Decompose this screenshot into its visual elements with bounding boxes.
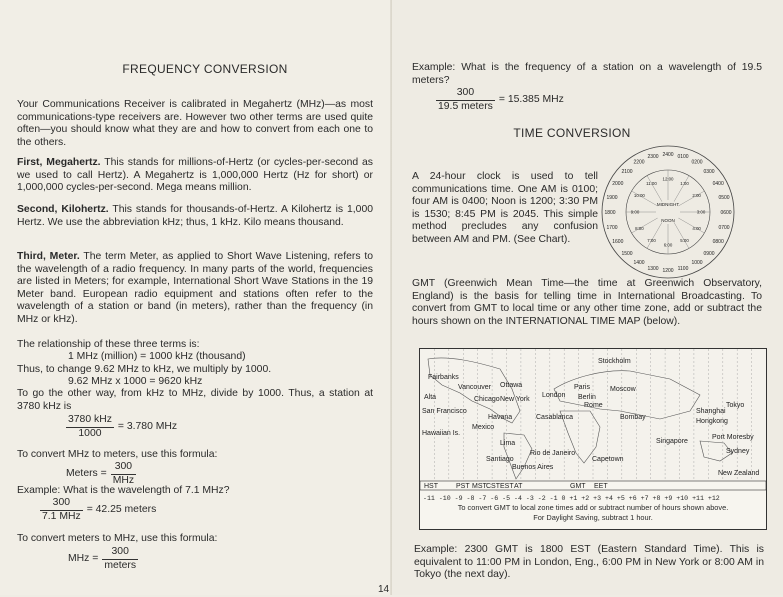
city-vancouver: Vancouver [458,384,491,391]
relationship-text: The relationship of these three terms is: [17,339,200,350]
clock-inner-12:00: 12:00 [662,176,674,182]
clock-hour-0700: 0700 [718,224,730,231]
left-page [0,0,392,595]
megahertz-paragraph [17,157,373,195]
city-new-zealand: New Zealand [718,470,760,477]
numerator: 300 [111,461,136,475]
city-rio-de-janeiro: Rio de Janeiro [530,450,576,457]
clock-inner-11:00: 11:00 [646,181,657,186]
city-casablanca: Casablanca [536,414,573,421]
clock-inner-4:00: 4:00 [692,226,701,232]
city-stockholm: Stockholm [598,358,631,365]
clock-spoke [674,176,689,202]
result: = 42.25 meters [86,503,157,515]
numerator: 300 [436,87,495,101]
city-buenos-aires: Buenos Aires [512,464,554,471]
clock-hour-1300: 1300 [647,265,659,272]
map-note-convert: To convert GMT to local zone times add or subtract number of hours shown above. [457,503,729,512]
clock-spoke [647,222,662,248]
frequency-calculation [436,87,564,113]
fraction [436,87,495,113]
clock-hour-1000: 1000 [691,260,703,266]
zone-eet: EET [594,483,608,490]
meter-paragraph [17,251,373,327]
city-ottawa: Ottawa [500,382,523,389]
city-moscow: Moscow [610,386,636,393]
meters-lhs: Meters = [66,467,107,479]
gmt-paragraph: GMT (Greenwich Mean Time—the time at Greenwich Observatory, England) is the basis for telling time in International Broadcasting. To convert from GMT to local time or any other time zone, add or subtract the hours shown on the INTERNATIONAL TIME MAP (below). [412,278,762,327]
other-way-text: To go the other way, from kHz to MHz, divide by 1000. Thus, a station at 3780 kHz is [17,388,373,412]
map-note-daylight: For Daylight Saving, subtract 1 hour. [533,513,653,522]
clock-inner-2:00: 2:00 [692,193,701,199]
clock-paragraph: A 24-hour clock is used to tell communications time. One AM is 0100; four AM is 0400; Noon is 1200; 3:30 PM is 1530; 8:45 PM is 2045. This simple method precludes any confusion between AM and PM. (See Chart). [412,171,598,245]
city-lima: Lima [500,440,516,447]
thus-change-text: Thus, to change 9.62 MHz to kHz, we multiply by 1000. [17,364,272,375]
denominator: 7.1 MHz [42,510,81,522]
zone-at: AT [514,483,523,490]
clock-hour-0800: 0800 [712,238,724,245]
fraction [40,497,83,523]
clock-hour-1200: 1200 [662,267,674,274]
city-capetown: Capetown [592,456,624,463]
clock-inner-9:00: 9:00 [630,209,640,215]
clock-hour-0200: 0200 [691,159,703,166]
clock-inner-3:00: 3:00 [696,209,706,215]
zone-pst: PST [456,483,470,490]
zone-offsets-row: -11 -10 -9 -8 -7 -6 -5 -4 -3 -2 -1 0 +1 +2 +3 +4 +5 +6 +7 +8 +9 +10 +11 +12 [423,495,720,502]
city-havana: Havana [488,414,513,421]
city-sydney: Sydney [726,448,750,455]
clock-hour-0500: 0500 [718,194,730,201]
multiply-equation: 9.62 MHz x 1000 = 9620 kHz [68,376,203,387]
zone-hst: HST [424,483,438,490]
example-wavelength: Example: What is the wavelength of 7.1 MHz? [17,485,230,496]
clock-inner-1:00: 1:00 [680,181,689,186]
to-meters-text: To convert MHz to meters, use this formula: [17,449,218,460]
24-hour-clock-chart [598,142,738,282]
khz-to-mhz-formula [66,414,177,440]
relationship-equation: 1 MHz (million) = 1000 kHz (thousand) [68,351,246,362]
time-conversion-title: TIME CONVERSION [513,126,631,140]
kilohertz-text: This stands for thousands-of-Hertz. A Kilohertz is 1,000 Hertz. We use the abbreviation kHz; thus, 1 kHz. Kilo means thousand. [17,204,373,228]
city-paris: Paris [574,384,590,391]
zone-mst: MST [472,483,487,490]
clock-hour-1100: 1100 [677,265,689,272]
kilohertz-paragraph [17,204,373,229]
city-singapore: Singapore [656,438,688,445]
city-hawaiian-is: Hawaiian Is. [422,430,461,437]
clock-inner-10:00: 10:00 [633,193,645,199]
city-bombay: Bombay [620,414,646,421]
clock-hour-0900: 0900 [703,250,715,257]
numerator: 3780 kHz [66,414,114,428]
city-chicago: Chicago [474,396,500,403]
clock-hour-2000: 2000 [612,180,624,187]
clock-hour-2400: 2400 [662,151,674,158]
clock-hour-1700: 1700 [606,224,618,231]
clock-inner-7:00: 7:00 [647,238,656,244]
clock-spoke [647,176,662,202]
city-fairbanks: Fairbanks [428,374,459,381]
zone-est: EST [500,483,514,490]
fraction [111,461,136,487]
city-rome: Rome [584,402,603,409]
zone-gmt: GMT [570,483,586,490]
example-frequency: Example: What is the frequency of a station on a wavelength of 19.5 meters? [412,62,762,86]
zone-cst: CST [486,483,500,490]
clock-hour-0300: 0300 [703,168,715,175]
clock-hour-2100: 2100 [621,168,633,175]
meters-formula [66,461,136,487]
denominator: 1000 [78,427,102,439]
clock-hour-1900: 1900 [606,194,618,201]
fraction [102,546,138,572]
city-mexico: Mexico [472,424,495,431]
clock-svg [598,142,738,282]
mhz-formula [68,546,138,572]
example-gmt: Example: 2300 GMT is 1800 EST (Eastern Standard Time). This is equivalent to 11:00 PM in London, Eng., 6:00 PM in New York or 8:00 AM in Tokyo (the next day). [414,544,764,581]
meter-text: The term Meter, as applied to Short Wave Listening, refers to the wavelength of a radio frequency. In many parts of the world, frequencies are listed in Meters; for example, International Short Wave Stations in the 19 Meter band. European radio equipment and stations often refer to the wavelength of a station or band (in meters), rather than the frequency (in MHz or kHz). [17,251,374,325]
numerator: 300 [40,497,83,511]
megahertz-label: First, Megahertz. [17,157,101,168]
denominator: 19.5 meters [438,100,493,112]
result: = 15.385 MHz [498,93,564,105]
clock-hour-0100: 0100 [677,153,689,160]
clock-inner-5:00: 5:00 [680,238,689,244]
clock-noon-label: NOON [661,218,675,223]
city-shanghai: Shanghai [696,408,726,415]
numerator: 300 [102,546,138,560]
fraction [66,414,114,440]
megahertz-text: This stands for millions-of-Hertz (or cycles-per-second as we used to call Hertz). A Megahertz is 1,000,000 Hertz (Hz for short) or 1,000,000 cycles-per-second. Mega means million. [17,157,373,194]
city-london: London [542,392,566,399]
city-hongkong: Hongkong [696,418,728,425]
to-mhz-text: To convert meters to MHz, use this formula: [17,533,218,544]
city-new-york: New York [500,396,530,403]
international-time-map [419,348,767,530]
city-port-moresby: Port Moresby [712,434,754,441]
clock-inner-8:00: 8:00 [635,226,644,232]
kilohertz-label: Second, Kilohertz. [17,204,109,215]
page-number: 14 [378,584,390,595]
clock-midnight-label: MIDNIGHT [656,202,680,207]
clock-hour-0400: 0400 [712,180,724,187]
clock-hour-1800: 1800 [604,209,616,216]
right-page [392,0,783,595]
clock-hour-0600: 0600 [720,209,732,216]
city-alta: Alta [424,394,437,401]
city-santiago: Santiago [486,456,514,463]
wavelength-calculation [40,497,156,523]
clock-hour-2300: 2300 [647,153,659,160]
clock-hour-1400: 1400 [633,260,645,266]
denominator: MHz [112,474,135,486]
clock-inner-6:00: 6:00 [663,242,673,248]
clock-hour-2200: 2200 [633,159,645,166]
intro-paragraph: Your Communications Receiver is calibrated in Megahertz (MHz)—as most communications-type receivers are. However two other terms are used quite often—you should know what they are and how to convert from each one to the others. [17,99,373,148]
clock-spoke [674,222,689,248]
result: = 3.780 MHz [117,420,178,432]
city-tokyo: Tokyo [726,402,745,409]
clock-outer-ring [602,146,734,278]
clock-hour-1500: 1500 [621,250,633,257]
meter-label: Third, Meter. [17,251,80,262]
mhz-lhs: MHz = [68,552,99,564]
city-berlin: Berlin [578,394,596,401]
clock-hour-1600: 1600 [612,238,624,245]
frequency-conversion-title: FREQUENCY CONVERSION [122,62,288,76]
denominator: meters [104,559,137,571]
city-san-francisco: San Francisco [422,408,467,415]
